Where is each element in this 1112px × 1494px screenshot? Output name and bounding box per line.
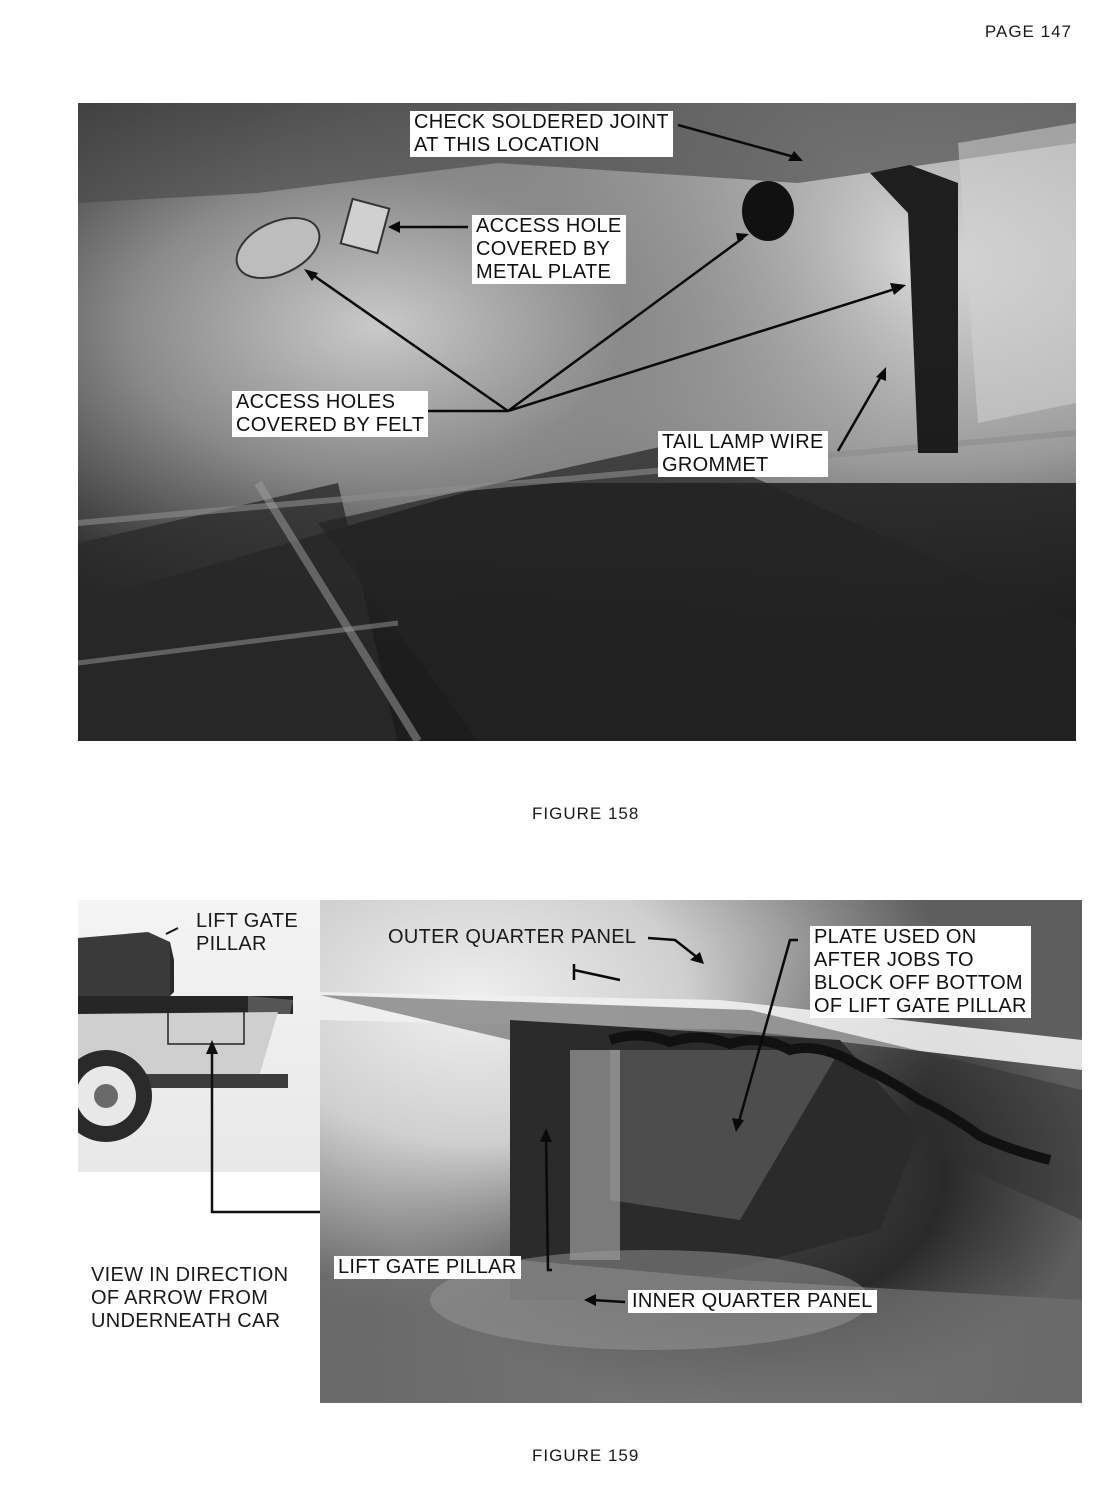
page-number: PAGE 147	[984, 22, 1072, 41]
lift-gate-pillar-inset-label: LIFT GATE PILLAR	[196, 910, 298, 955]
soldered-joint-callout: CHECK SOLDERED JOINT AT THIS LOCATION	[410, 111, 673, 157]
access-hole-plate-callout: ACCESS HOLE COVERED BY METAL PLATE	[472, 215, 626, 284]
outer-quarter-panel-callout: OUTER QUARTER PANEL	[388, 926, 637, 948]
plate-used-callout: PLATE USED ON AFTER JOBS TO BLOCK OFF BOTTOM OF LIFT GATE PILLAR	[810, 926, 1031, 1018]
figure-159-photo	[320, 900, 1082, 1403]
figure-158-photo	[78, 103, 1076, 741]
figure-158-illustration	[78, 103, 1076, 741]
inner-quarter-panel-callout: INNER QUARTER PANEL	[628, 1290, 877, 1313]
lift-gate-pillar-callout: LIFT GATE PILLAR	[334, 1256, 521, 1279]
tail-lamp-grommet-callout: TAIL LAMP WIRE GROMMET	[658, 431, 828, 477]
figure-159-caption: FIGURE 159	[532, 1446, 640, 1465]
figure-158-caption: FIGURE 158	[532, 804, 640, 823]
access-holes-felt-callout: ACCESS HOLES COVERED BY FELT	[232, 391, 428, 437]
view-direction-note: VIEW IN DIRECTION OF ARROW FROM UNDERNEATH CAR	[91, 1264, 289, 1332]
